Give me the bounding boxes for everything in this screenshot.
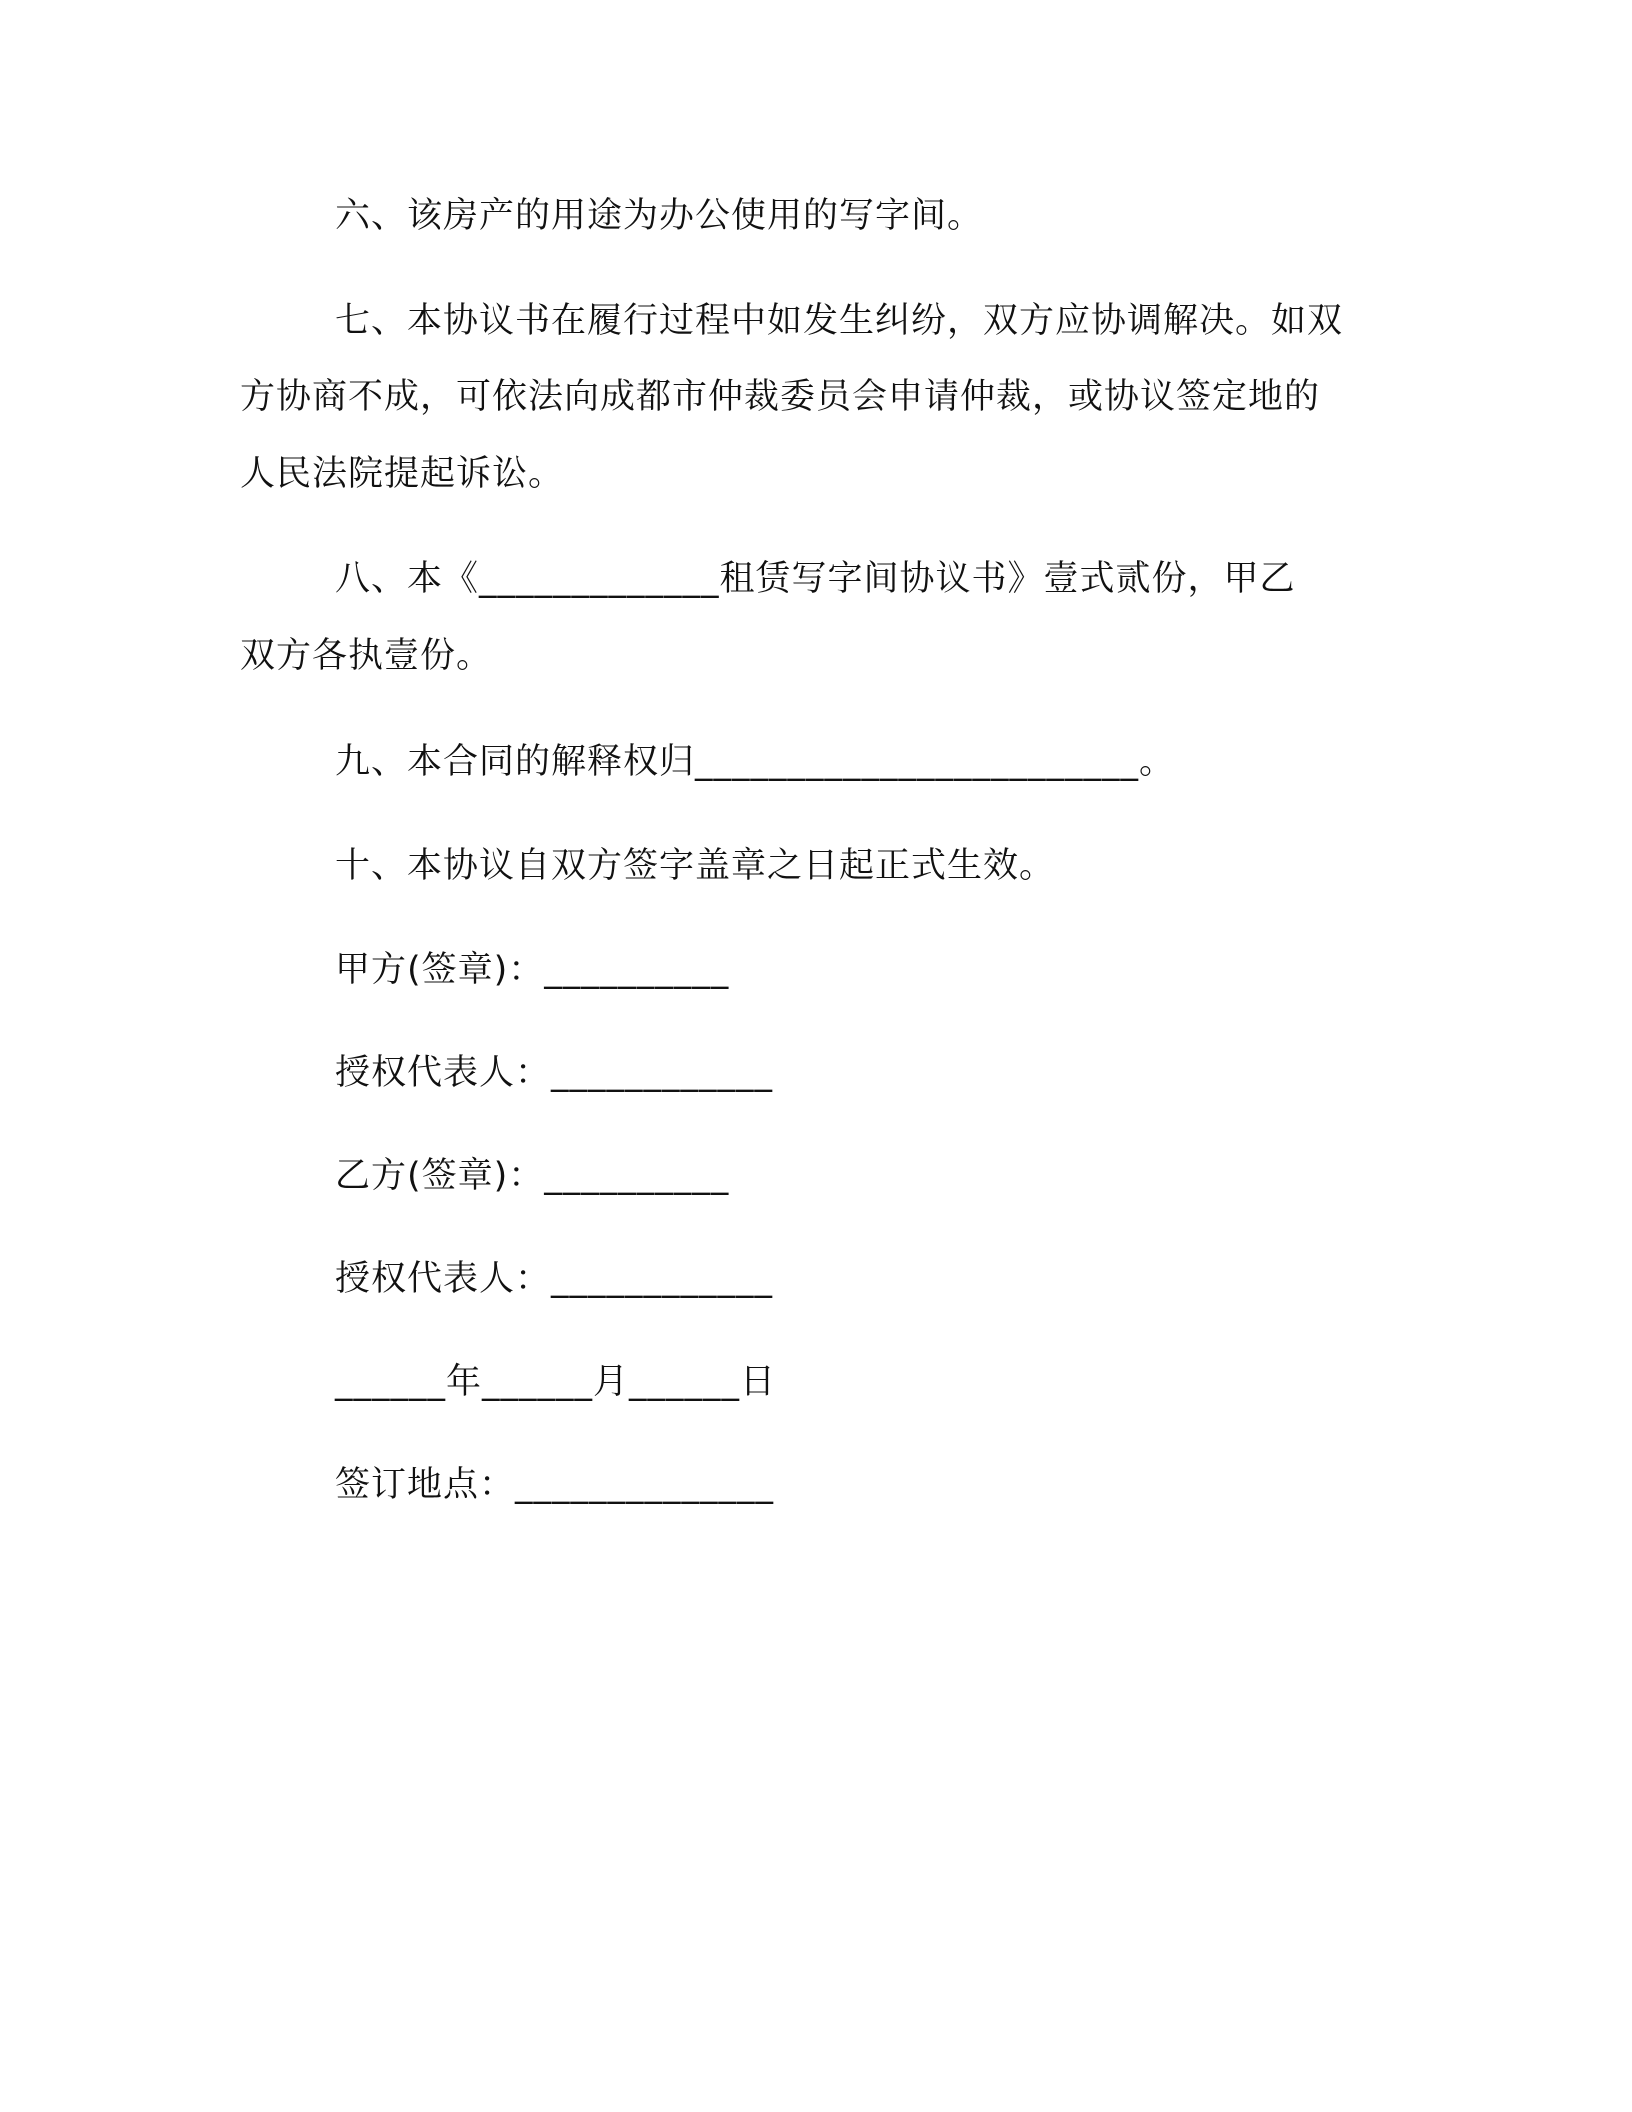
signing-location: 签订地点：______________: [335, 1465, 775, 1505]
clause-seven-line-3: 人民法院提起诉讼。: [240, 454, 565, 494]
clause-six: 六、该房产的用途为办公使用的写字间。: [335, 196, 984, 236]
signing-date: ______年______月______日: [335, 1362, 777, 1402]
clause-eight-line-1: 八、本《_____________租赁写字间协议书》壹式贰份，甲乙: [335, 559, 1296, 599]
clause-seven-line-2: 方协商不成，可依法向成都市仲裁委员会申请仲裁，或协议签定地的: [240, 377, 1321, 417]
clause-seven-line-1: 七、本协议书在履行过程中如发生纠纷，双方应协调解决。如双: [335, 301, 1344, 341]
party-a-representative: 授权代表人：____________: [335, 1053, 774, 1093]
party-b-signature: 乙方(签章)：__________: [335, 1156, 730, 1196]
clause-ten: 十、本协议自双方签字盖章之日起正式生效。: [335, 846, 1056, 886]
party-b-representative: 授权代表人：____________: [335, 1259, 774, 1299]
clause-eight-line-2: 双方各执壹份。: [240, 636, 493, 676]
party-a-signature: 甲方(签章)：__________: [335, 950, 730, 990]
clause-nine: 九、本合同的解释权归________________________。: [335, 742, 1176, 782]
